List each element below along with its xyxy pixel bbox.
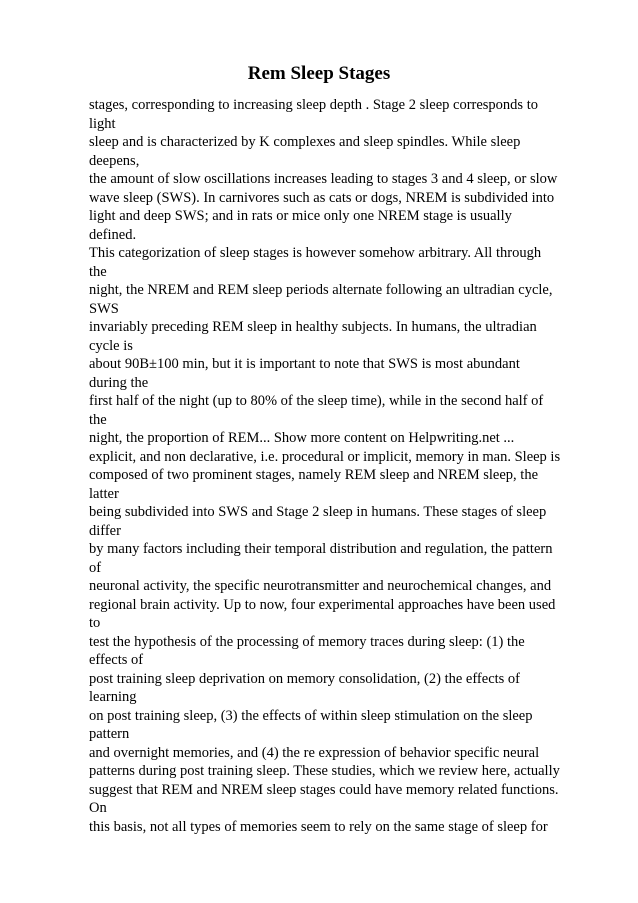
page-title: Rem Sleep Stages (247, 63, 391, 84)
body-text: stages, corresponding to increasing sleep depth . Stage 2 sleep corresponds to light sleep and is characterized by K complexes and sleep spindles. While sleep deepens, the amount of slow oscillations increases leading to stages 3 and 4 sleep, or slow wave sleep (SWS). In carnivores such as cats or dogs, NREM is subdivided into light and deep SWS; and in rats or mice only one NREM stage is usually defined. This categorization of sleep stages is however somehow arbitrary. All through the night, the NREM and REM sleep periods alternate following an ultradian cycle, SWS invariably preceding REM sleep in healthy subjects. In humans, the ultradian cycle is about 90B±100 min, but it is important to note that SWS is most abundant during the first half of the night (up to 80% of the sleep time), while in the second half of the night, the proportion of REM... Show more content on Helpwriting.net ... explicit, and non declarative, i.e. procedural or implicit, memory in man. Sleep is composed of two prominent stages, namely REM sleep and NREM sleep, the latter being subdivided into SWS and Stage 2 sleep in humans. These stages of sleep differ by many factors including their temporal distribution and regulation, the pattern of neuronal activity, the specific neurotransmitter and neurochemical changes, and regional brain activity. Up to now, four experimental approaches have been used to test the hypothesis of the processing of memory traces during sleep: (1) the effects of post training sleep deprivation on memory consolidation, (2) the effects of learning on post training sleep, (3) the effects of within sleep stimulation on the sleep pattern and overnight memories, and (4) the re expression of behavior specific neural patterns during post training sleep. These studies, which we review here, actually suggest that REM and NREM sleep stages could have memory related functions. On this basis, not all types of memories seem to rely on the same stage of sleep for (89, 97, 561, 835)
